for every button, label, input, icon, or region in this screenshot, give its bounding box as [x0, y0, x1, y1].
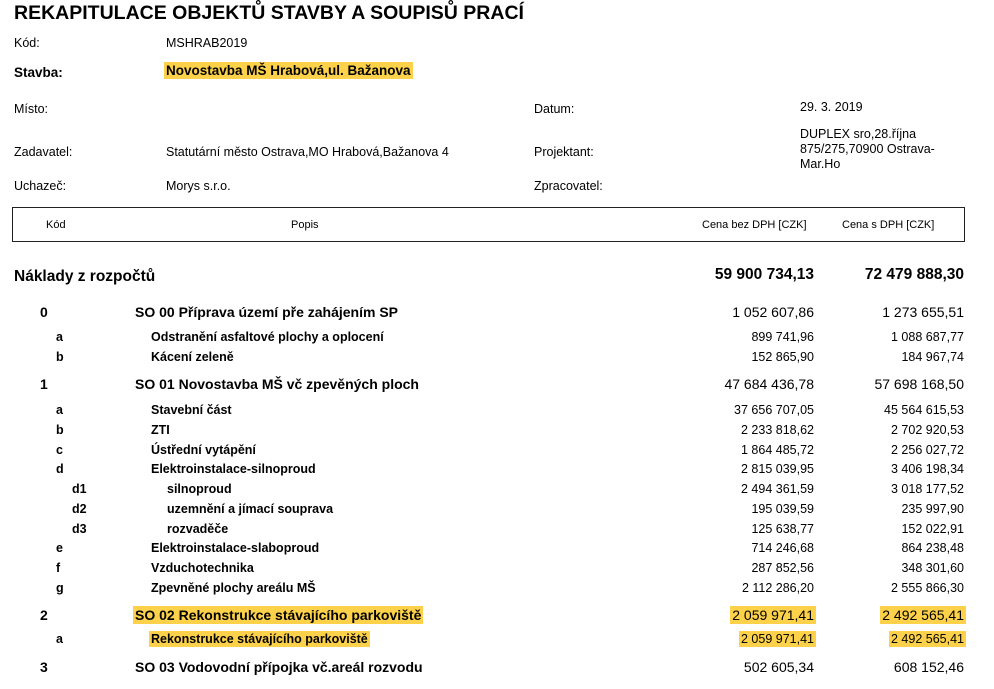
uchazec-value: Morys s.r.o. [166, 179, 231, 193]
row-kod: 1 [40, 376, 48, 392]
header-cena-bez-dph: Cena bez DPH [CZK] [702, 219, 807, 231]
row-cena-s-dph: 864 238,48 [901, 541, 964, 555]
total-label: Náklady z rozpočtů [14, 268, 156, 285]
uchazec-label: Uchazeč: [14, 179, 67, 193]
header-popis: Popis [291, 219, 319, 231]
zadavatel-label: Zadavatel: [14, 145, 73, 159]
stavba-label: Stavba: [14, 65, 63, 80]
row-popis: Ústřední vytápění [151, 443, 256, 457]
row-cena-s-dph: 2 256 027,72 [891, 443, 964, 457]
row-kod: d2 [72, 502, 87, 516]
row-cena-s-dph: 348 301,60 [901, 561, 964, 575]
projektant-line: DUPLEX sro,28.října [800, 127, 917, 141]
row-cena-bez-dph: 1 052 607,86 [732, 304, 814, 320]
row-kod: b [56, 350, 64, 364]
row-kod: g [56, 581, 64, 595]
datum-value: 29. 3. 2019 [800, 100, 863, 114]
row-cena-s-dph: 3 406 198,34 [891, 462, 964, 476]
row-popis: SO 00 Příprava území pře zahájením SP [135, 304, 398, 320]
row-kod: a [56, 632, 63, 646]
row-kod: d [56, 462, 64, 476]
row-popis: Odstranění asfaltové plochy a oplocení [151, 330, 384, 344]
row-kod: c [56, 443, 63, 457]
row-cena-s-dph: 2 492 565,41 [882, 607, 964, 623]
row-popis: ZTI [151, 423, 170, 437]
row-kod: f [56, 561, 61, 575]
table-header [12, 207, 965, 242]
row-kod: e [56, 541, 63, 555]
page-title: REKAPITULACE OBJEKTŮ STAVBY A SOUPISŮ PRACÍ [14, 2, 524, 24]
row-kod: 0 [40, 304, 48, 320]
row-cena-bez-dph: 37 656 707,05 [734, 403, 814, 417]
row-popis: Elektroinstalace-silnoproud [151, 462, 316, 476]
row-popis: rozvaděče [167, 522, 229, 536]
row-cena-bez-dph: 2 059 971,41 [732, 607, 814, 623]
row-cena-s-dph: 3 018 177,52 [891, 482, 964, 496]
row-popis: Elektroinstalace-slaboproud [151, 541, 320, 555]
datum-label: Datum: [534, 102, 575, 116]
row-cena-bez-dph: 2 233 818,62 [741, 423, 814, 437]
row-cena-bez-dph: 899 741,96 [751, 330, 814, 344]
total-cena-bez-dph: 59 900 734,13 [714, 266, 814, 283]
row-cena-bez-dph: 152 865,90 [751, 350, 814, 364]
row-kod: d3 [72, 522, 87, 536]
row-cena-s-dph: 2 702 920,53 [891, 423, 964, 437]
row-kod: d1 [72, 482, 87, 496]
row-cena-s-dph: 235 997,90 [901, 502, 964, 516]
row-popis: Stavební část [151, 403, 232, 417]
row-cena-s-dph: 608 152,46 [893, 659, 964, 675]
total-cena-s-dph: 72 479 888,30 [864, 266, 964, 283]
row-cena-s-dph: 1 273 655,51 [882, 304, 964, 320]
projektant-line: Mar.Ho [800, 157, 841, 171]
row-popis: SO 03 Vodovodní přípojka vč.areál rozvodu [135, 659, 423, 675]
projektant-value [800, 127, 935, 172]
projektant-line: 875/275,70900 Ostrava- [800, 142, 935, 156]
row-popis: SO 02 Rekonstrukce stávajícího parkoviště [135, 607, 422, 623]
row-cena-bez-dph: 2 059 971,41 [741, 632, 814, 646]
row-cena-bez-dph: 47 684 436,78 [724, 376, 814, 392]
row-cena-bez-dph: 125 638,77 [751, 522, 814, 536]
zadavatel-value: Statutární město Ostrava,MO Hrabová,Bažanova 4 [166, 145, 449, 159]
row-cena-s-dph: 1 088 687,77 [891, 330, 964, 344]
header-cena-s-dph: Cena s DPH [CZK] [842, 219, 935, 231]
row-cena-bez-dph: 2 112 286,20 [741, 581, 814, 595]
row-cena-s-dph: 57 698 168,50 [874, 376, 964, 392]
row-popis: Rekonstrukce stávajícího parkoviště [151, 632, 368, 646]
row-cena-s-dph: 2 555 866,30 [891, 581, 964, 595]
row-kod: 3 [40, 659, 48, 675]
row-popis: Kácení zeleně [151, 350, 234, 364]
row-kod: a [56, 330, 63, 344]
row-popis: uzemnění a jímací souprava [167, 502, 334, 516]
row-popis: Zpevněné plochy areálu MŠ [151, 581, 316, 595]
row-cena-bez-dph: 1 864 485,72 [741, 443, 814, 457]
row-cena-s-dph: 184 967,74 [901, 350, 964, 364]
row-cena-bez-dph: 287 852,56 [751, 561, 814, 575]
kod-label: Kód: [14, 36, 40, 50]
row-cena-bez-dph: 714 246,68 [751, 541, 814, 555]
row-cena-bez-dph: 2 815 039,95 [741, 462, 814, 476]
stavba-value: Novostavba MŠ Hrabová,ul. Bažanova [166, 63, 411, 78]
row-cena-bez-dph: 502 605,34 [743, 659, 814, 675]
misto-label: Místo: [14, 102, 49, 116]
row-kod: b [56, 423, 64, 437]
row-cena-s-dph: 45 564 615,53 [884, 403, 964, 417]
row-popis: Vzduchotechnika [151, 561, 254, 575]
row-kod: 2 [40, 607, 48, 623]
row-popis: SO 01 Novostavba MŠ vč zpevěných ploch [135, 376, 419, 392]
zpracovatel-label: Zpracovatel: [534, 179, 603, 193]
kod-value: MSHRAB2019 [166, 36, 248, 50]
row-cena-bez-dph: 2 494 361,59 [741, 482, 814, 496]
row-cena-s-dph: 2 492 565,41 [891, 632, 964, 646]
projektant-label: Projektant: [534, 145, 594, 159]
row-cena-bez-dph: 195 039,59 [751, 502, 814, 516]
row-popis: silnoproud [167, 482, 232, 496]
header-kod: Kód [46, 219, 66, 231]
row-kod: a [56, 403, 63, 417]
row-cena-s-dph: 152 022,91 [901, 522, 964, 536]
